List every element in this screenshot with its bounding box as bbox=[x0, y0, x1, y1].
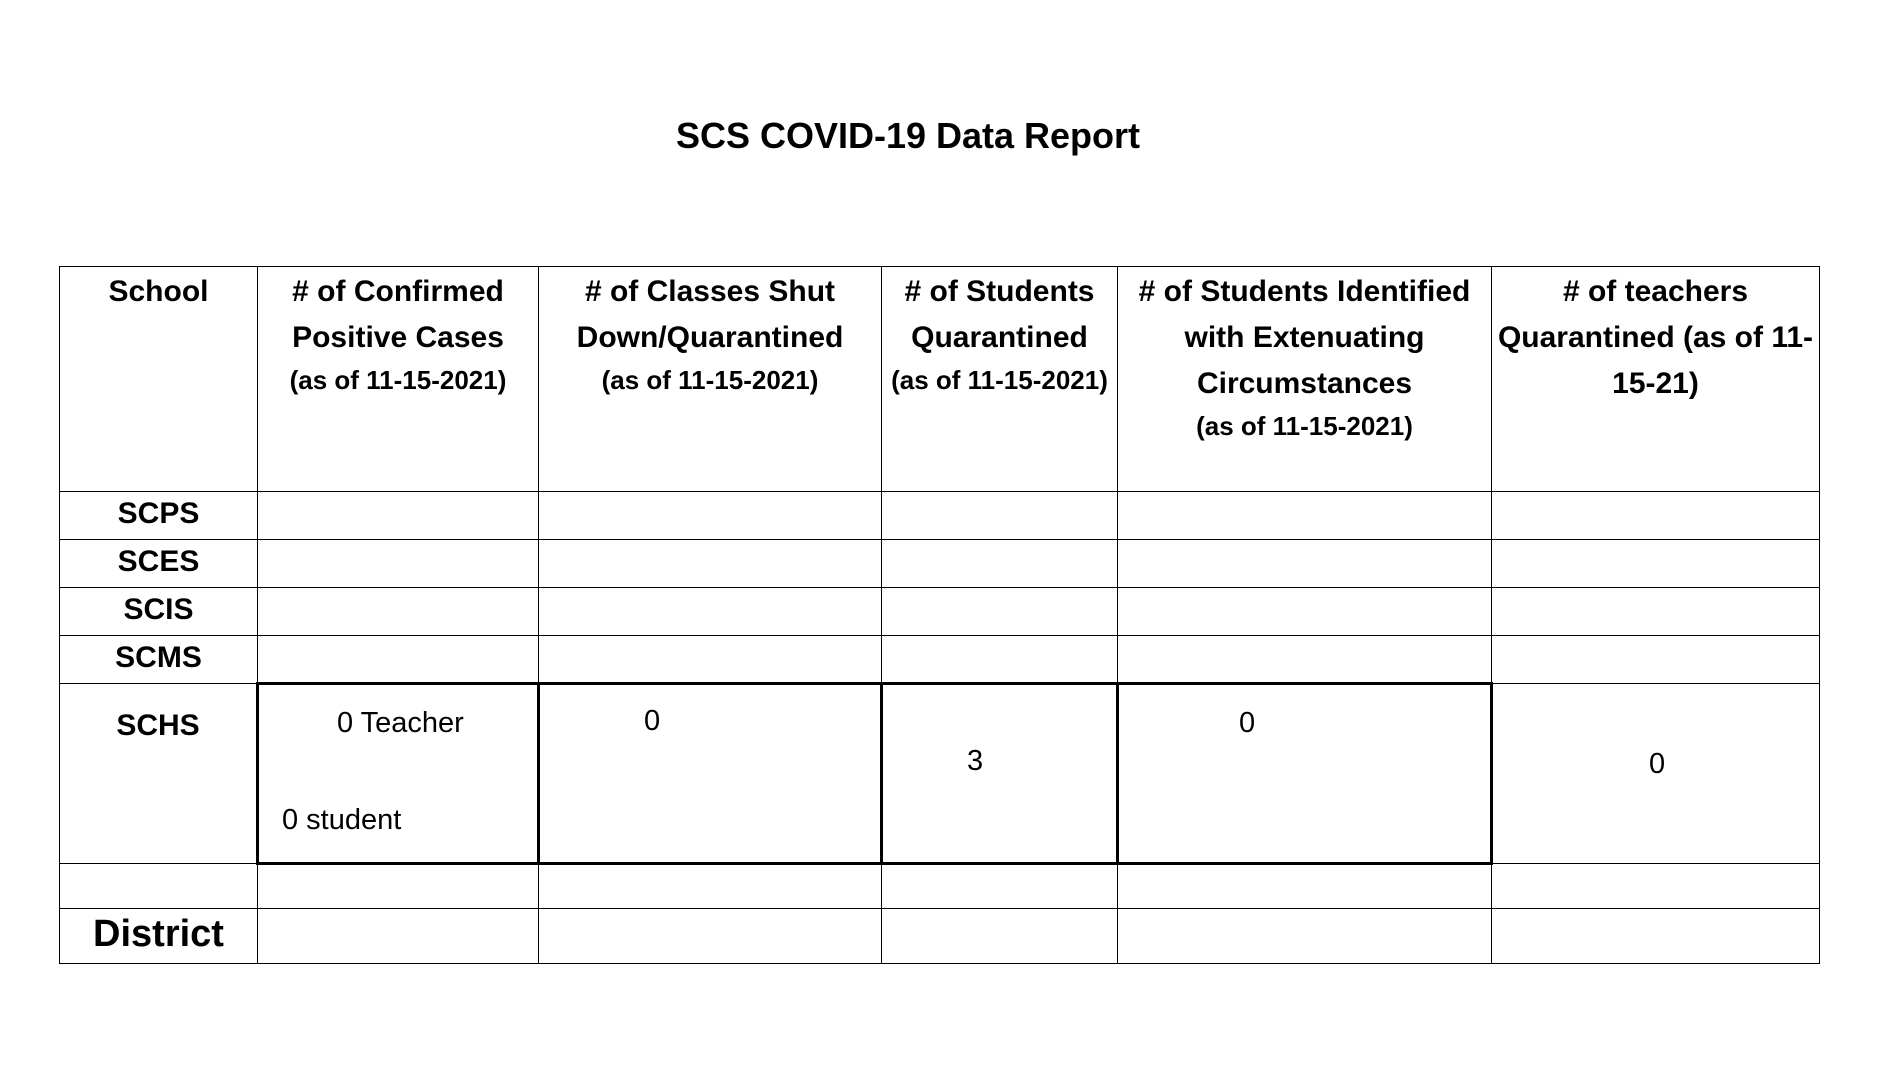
table-cell bbox=[539, 864, 882, 909]
header-confirmed-cases-label: # of Confirmed Positive Cases bbox=[292, 275, 504, 354]
students-quarantined-cell bbox=[882, 684, 1118, 864]
header-students-quarantined bbox=[882, 267, 1118, 492]
classes-shut-value: 0 bbox=[644, 705, 661, 737]
classes-shut-cell bbox=[539, 684, 882, 864]
header-teachers-quarantined-label: # of teachers Quarantined (as of 11-15-21) bbox=[1497, 275, 1814, 400]
school-name: SCIS bbox=[60, 588, 258, 636]
table-cell bbox=[882, 636, 1118, 684]
covid-data-table bbox=[59, 266, 1820, 964]
table-row bbox=[60, 540, 1820, 588]
table-cell bbox=[1492, 909, 1820, 964]
confirmed-cases-cell bbox=[258, 684, 539, 864]
header-extenuating-date: (as of 11-15-2021) bbox=[1196, 411, 1413, 441]
teachers-quarantined-value: 0 bbox=[1649, 748, 1666, 780]
table-cell bbox=[258, 636, 539, 684]
table-cell bbox=[539, 492, 882, 540]
school-name bbox=[60, 864, 258, 909]
confirmed-teacher-value: 0 Teacher bbox=[337, 707, 464, 739]
table-cell bbox=[882, 864, 1118, 909]
table-cell bbox=[1492, 540, 1820, 588]
header-confirmed-cases bbox=[258, 267, 539, 492]
extenuating-cell bbox=[1118, 684, 1492, 864]
table-cell bbox=[1118, 492, 1492, 540]
extenuating-value: 0 bbox=[1239, 707, 1256, 739]
header-students-quarantined-label: # of Students Quarantined bbox=[904, 275, 1095, 354]
header-extenuating bbox=[1118, 267, 1492, 492]
table-cell bbox=[258, 540, 539, 588]
table-cell bbox=[1492, 588, 1820, 636]
header-confirmed-cases-date: (as of 11-15-2021) bbox=[289, 365, 507, 395]
school-name: SCPS bbox=[60, 492, 258, 540]
table-cell bbox=[1492, 864, 1820, 909]
teachers-quarantined-cell bbox=[1492, 684, 1820, 864]
table-cell bbox=[258, 492, 539, 540]
table-header-row bbox=[60, 267, 1820, 492]
district-name: District bbox=[60, 909, 258, 964]
students-quarantined-value: 3 bbox=[967, 745, 984, 777]
table-cell bbox=[539, 636, 882, 684]
table-cell bbox=[1118, 588, 1492, 636]
header-school bbox=[60, 267, 258, 492]
table-cell bbox=[1118, 864, 1492, 909]
header-classes-shut-label: # of Classes Shut Down/Quarantined bbox=[576, 275, 844, 354]
header-students-quarantined-date: (as of 11-15-2021) bbox=[891, 365, 1108, 395]
header-classes-shut bbox=[539, 267, 882, 492]
table-cell bbox=[539, 909, 882, 964]
table-cell bbox=[258, 909, 539, 964]
page-title: SCS COVID-19 Data Report bbox=[675, 115, 1141, 156]
table-cell bbox=[1492, 492, 1820, 540]
table-row-schs bbox=[60, 684, 1820, 864]
table-row bbox=[60, 636, 1820, 684]
table-row bbox=[60, 588, 1820, 636]
table-cell bbox=[882, 540, 1118, 588]
table-cell bbox=[882, 492, 1118, 540]
table-cell bbox=[539, 540, 882, 588]
table-cell bbox=[1118, 540, 1492, 588]
table-cell bbox=[1492, 636, 1820, 684]
header-classes-shut-date: (as of 11-15-2021) bbox=[601, 365, 819, 395]
table-cell bbox=[1118, 636, 1492, 684]
table-cell bbox=[258, 864, 539, 909]
table-cell bbox=[882, 909, 1118, 964]
table-cell bbox=[258, 588, 539, 636]
school-name: SCHS bbox=[60, 684, 258, 864]
school-name: SCMS bbox=[60, 636, 258, 684]
table-row-district bbox=[60, 909, 1820, 964]
header-extenuating-label: # of Students Identified with Extenuating Circumstances bbox=[1138, 275, 1471, 400]
school-name: SCES bbox=[60, 540, 258, 588]
table-row bbox=[60, 864, 1820, 909]
table-cell bbox=[1118, 909, 1492, 964]
confirmed-student-value: 0 student bbox=[282, 804, 402, 836]
table-cell bbox=[539, 588, 882, 636]
table-row bbox=[60, 492, 1820, 540]
table-cell bbox=[882, 588, 1118, 636]
header-school-label: School bbox=[108, 275, 209, 308]
header-teachers-quarantined bbox=[1492, 267, 1820, 492]
